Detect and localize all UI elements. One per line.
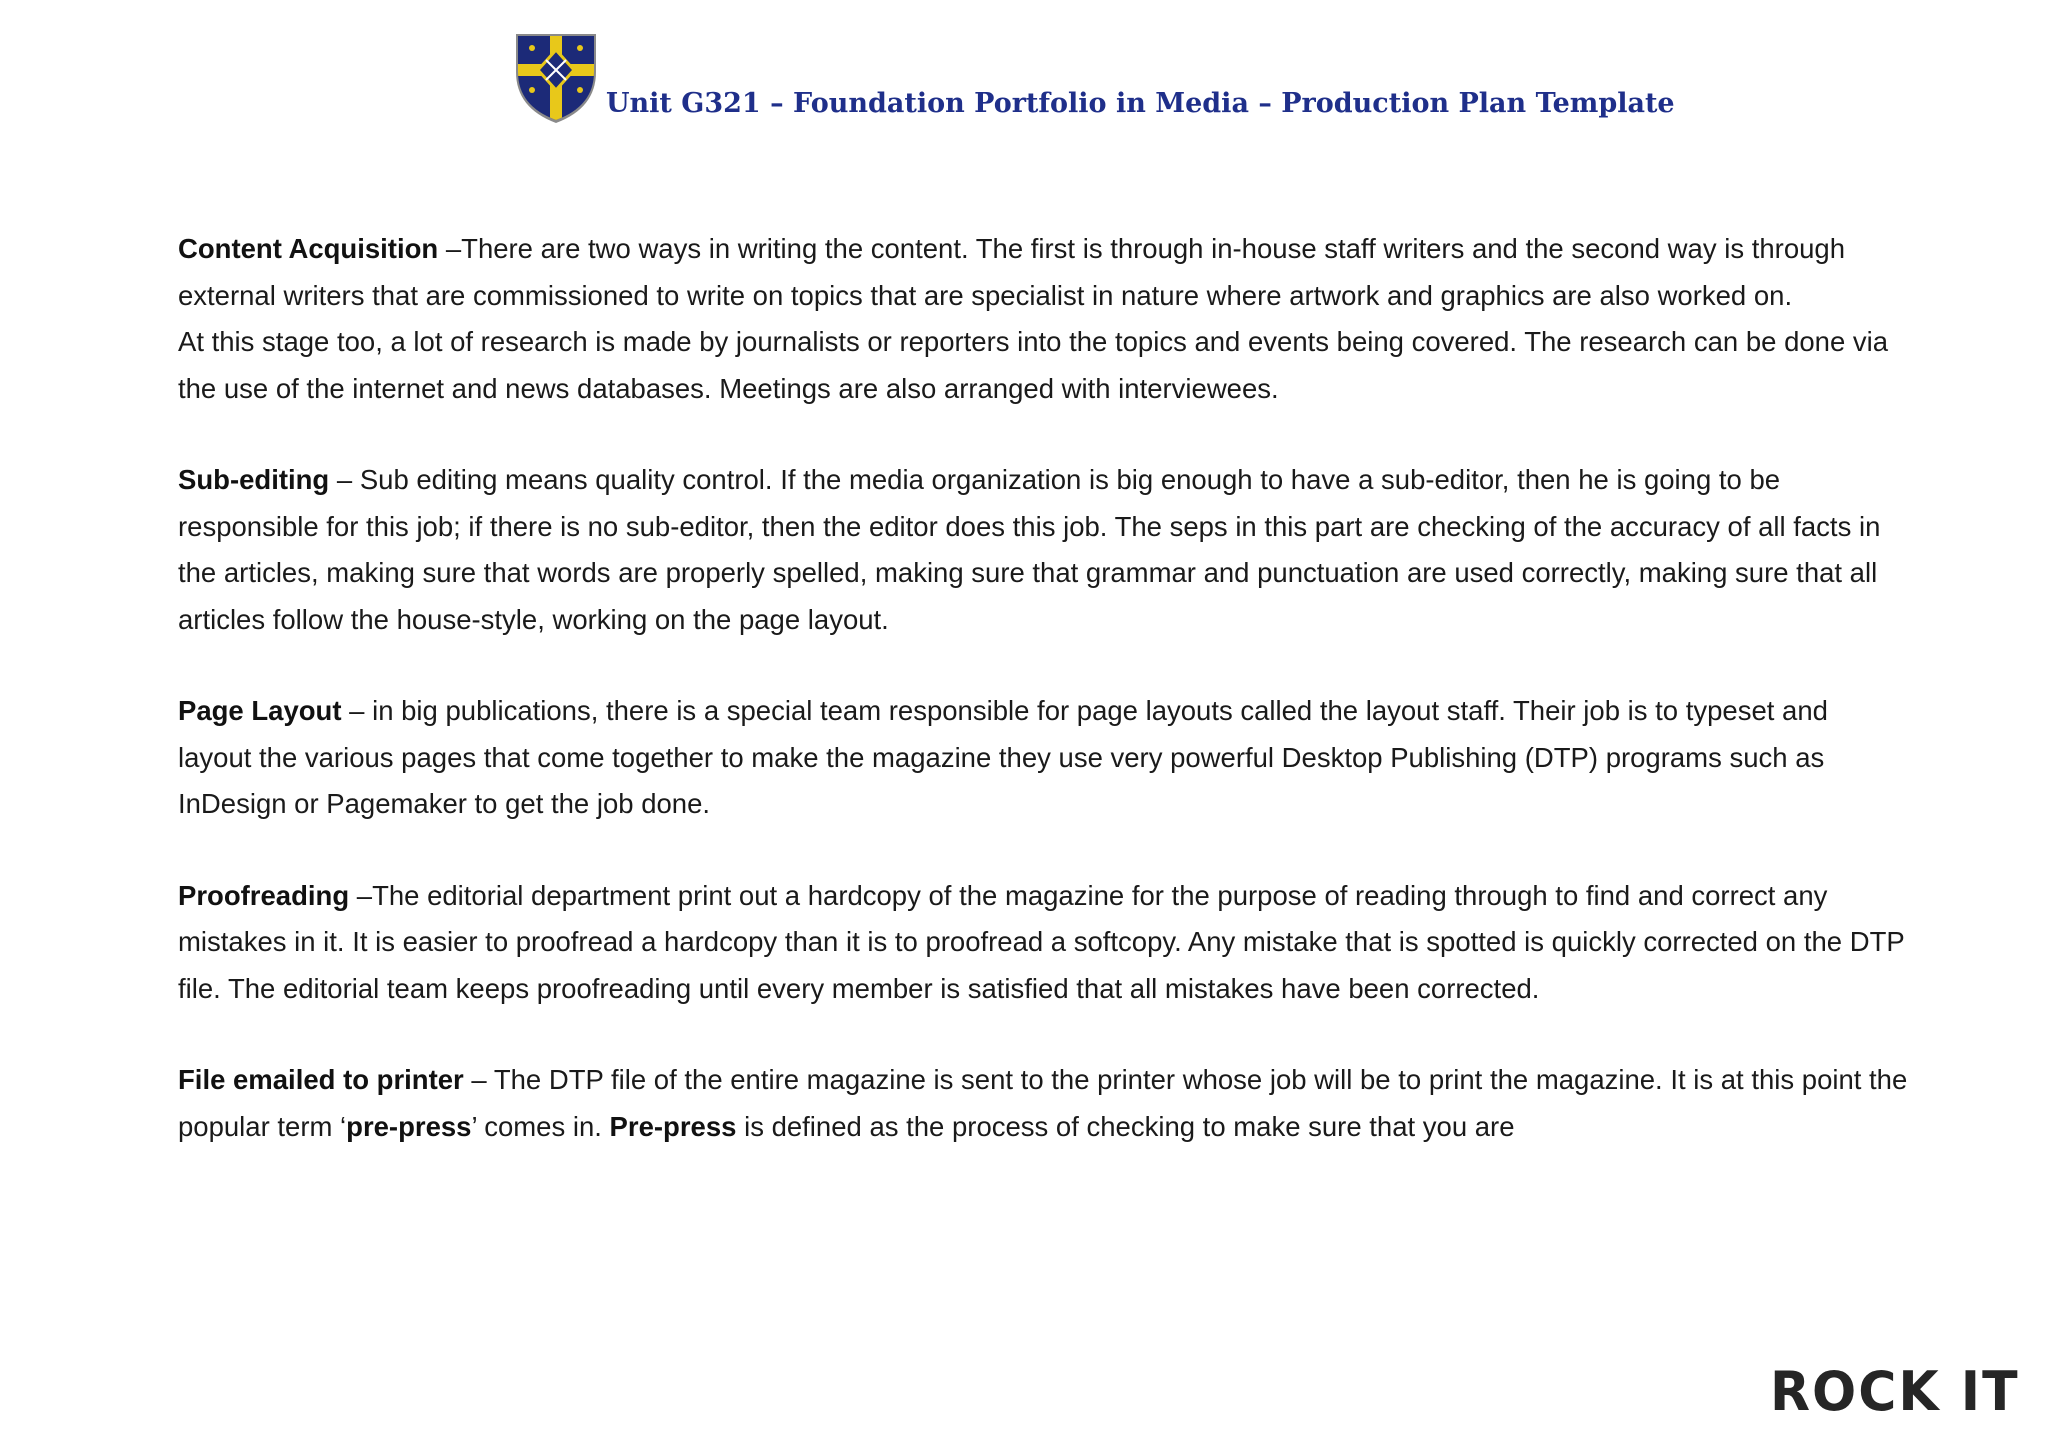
paragraph-text: is defined as the process of checking to make sure that you are	[736, 1110, 1515, 1142]
term-pre-press-definition: Pre-press	[609, 1110, 737, 1142]
paragraph-text: in big publications, there is a special team responsible for page layouts called the layout staff. Their job is to typeset and layout the various pages that come together to make the magazine they use very powerful Desktop Publishing (DTP) programs such as InDesign or Pagemaker to get the job done.	[178, 695, 1828, 819]
heading-separator: –	[329, 464, 360, 495]
paragraph	[178, 1057, 1908, 1150]
section-heading: Page Layout	[178, 695, 342, 726]
paragraph	[178, 688, 1908, 828]
section-heading: File emailed to printer	[178, 1064, 464, 1095]
paragraph-text: – The DTP file of the entire magazine is sent to the printer whose job will be to print the magazine. It is at this point the popular term ‘	[178, 1064, 1908, 1142]
section-page-layout	[178, 688, 1908, 828]
section-file-emailed-to-printer	[178, 1057, 1908, 1150]
paragraph	[178, 873, 1908, 1013]
term-pre-press: pre-press	[346, 1110, 472, 1142]
paragraph	[178, 226, 1908, 319]
paragraph-text: The editorial department print out a hardcopy of the magazine for the purpose of reading through to find and correct any mistakes in it. It is easier to proofread a hardcopy than it is to proofread a softcopy. Any mistake that is spotted is quickly corrected on the DTP file. The editorial team keeps proofreading until every member is satisfied that all mistakes have been corrected.	[178, 879, 1905, 1004]
section-heading: Content Acquisition	[178, 233, 439, 264]
paragraph-text: There are two ways in writing the content. The first is through in-house staff writers and the second way is through external writers that are commissioned to write on topics that are specialist in nature where artwork and graphics are also worked on.	[178, 233, 1845, 311]
paragraph-text: Sub editing means quality control. If the media organization is big enough to have a sub-editor, then he is going to be responsible for this job; if there is no sub-editor, then the editor does this job. The seps in this part are checking of the accuracy of all facts in the articles, making sure that words are properly spelled, making sure that grammar and punctuation are used correctly, making sure that all articles follow the house-style, working on the page layout.	[178, 464, 1881, 635]
section-heading: Sub-editing	[178, 464, 330, 495]
heading-separator: –	[341, 695, 373, 726]
document-body	[178, 226, 1908, 1195]
rock-it-logo: ROCK IT	[1770, 1360, 2020, 1424]
heading-separator: –	[349, 879, 373, 911]
section-proofreading	[178, 873, 1908, 1013]
paragraph	[178, 457, 1908, 643]
paragraph-text: At this stage too, a lot of research is made by journalists or reporters into the topics and events being covered. The research can be done via the use of the internet and news databases. Meetings are also arranged with interviewees.	[178, 326, 1889, 404]
document-header	[0, 0, 2048, 150]
school-crest-icon	[512, 28, 600, 124]
paragraph	[178, 319, 1908, 412]
section-heading: Proofreading	[178, 879, 350, 911]
paragraph-text: ’ comes in.	[471, 1110, 610, 1142]
section-content-acquisition	[178, 226, 1908, 412]
document-title: Unit G321 – Foundation Portfolio in Media – Production Plan Template	[606, 88, 1675, 119]
section-sub-editing	[178, 457, 1908, 643]
heading-separator: –	[438, 233, 462, 264]
